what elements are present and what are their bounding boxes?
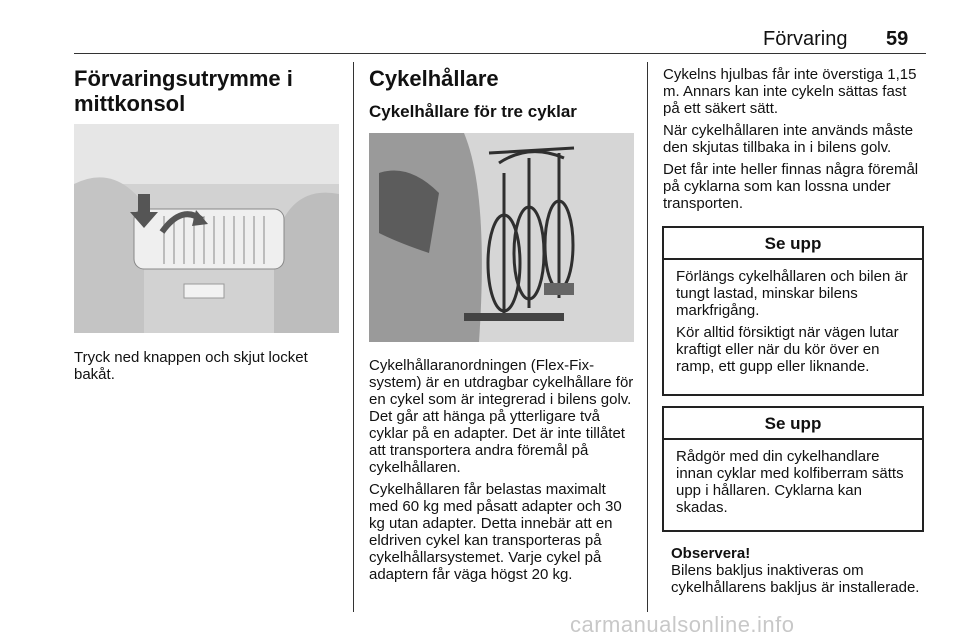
- warning-body-1: [664, 260, 922, 388]
- right-column-text: [663, 66, 926, 217]
- note-text: Bilens bakljus inaktiveras om cykelhållarens bakljus är installerade.: [671, 562, 920, 596]
- warning-1-paragraph-2: Kör alltid försiktigt när vägen lutar kraftigt eller när du kör över en ramp, ett gupp eller liknande.: [676, 324, 899, 375]
- column-divider-2: [647, 62, 648, 612]
- loose-items-paragraph: Det får inte heller finnas några föremål på cyklarna som kan lossna under transporten.: [663, 161, 919, 212]
- warning-body-2: [664, 440, 922, 529]
- bike-carrier-text: [369, 357, 637, 588]
- warning-title-1: Se upp: [664, 228, 922, 260]
- warning-1-paragraph-1: Förlängs cykelhållaren och bilen är tungt lastad, minskar bilens markfrigång.: [676, 268, 908, 319]
- page-number: 59: [886, 28, 909, 50]
- warning-2-paragraph-1: Rådgör med din cykelhandlare innan cyklar med kolfiberram sätts upp i hållaren. Cyklarna kan skadas.: [676, 448, 904, 516]
- bike-carrier-paragraph-1: Cykelhållaranordningen (Flex-Fix-system) är en utdragbar cykelhållare för en cykel som är integrerad i bilens golv. Det går att hänga på ytterligare två cyklar på en adapter. Det är inte tillåtet att transportera andra föremål på cykelhållaren.: [369, 357, 634, 476]
- warning-box-1: [662, 226, 924, 396]
- retract-paragraph: När cykelhållaren inte används måste den skjutas tillbaka in i bilens golv.: [663, 122, 914, 156]
- warning-title-2: Se upp: [664, 408, 922, 440]
- watermark: carmanualsonline.info: [570, 612, 795, 637]
- column-divider-1: [353, 62, 354, 612]
- bike-carrier-subheading: Cykelhållare för tre cyklar: [369, 102, 577, 121]
- note-block: [671, 545, 926, 596]
- note-label: Observera!: [671, 545, 751, 562]
- warning-box-2: [662, 406, 924, 532]
- wheelbase-paragraph: Cykelns hjulbas får inte överstiga 1,15 m. Annars kan inte cykeln sättas fast på ett säkert sätt.: [663, 66, 917, 117]
- bike-carrier-paragraph-2: Cykelhållaren får belastas maximalt med 60 kg med påsatt adapter och 30 kg utan adapter. Detta innebär att en eldriven cykel kan transporteras på cykelhållarsystemet. Varje cykel på adaptern får väga högst 20 kg.: [369, 481, 622, 583]
- header-rule: [74, 53, 926, 54]
- console-storage-photo: [74, 124, 339, 333]
- console-storage-caption: Tryck ned knappen och skjut locket bakåt.: [74, 349, 308, 383]
- console-storage-heading: Förvaringsutrymme i mittkonsol: [74, 66, 293, 116]
- page-header-title: Förvaring: [763, 28, 848, 50]
- bike-carrier-photo: [369, 133, 634, 342]
- bike-carrier-heading: Cykelhållare: [369, 66, 499, 91]
